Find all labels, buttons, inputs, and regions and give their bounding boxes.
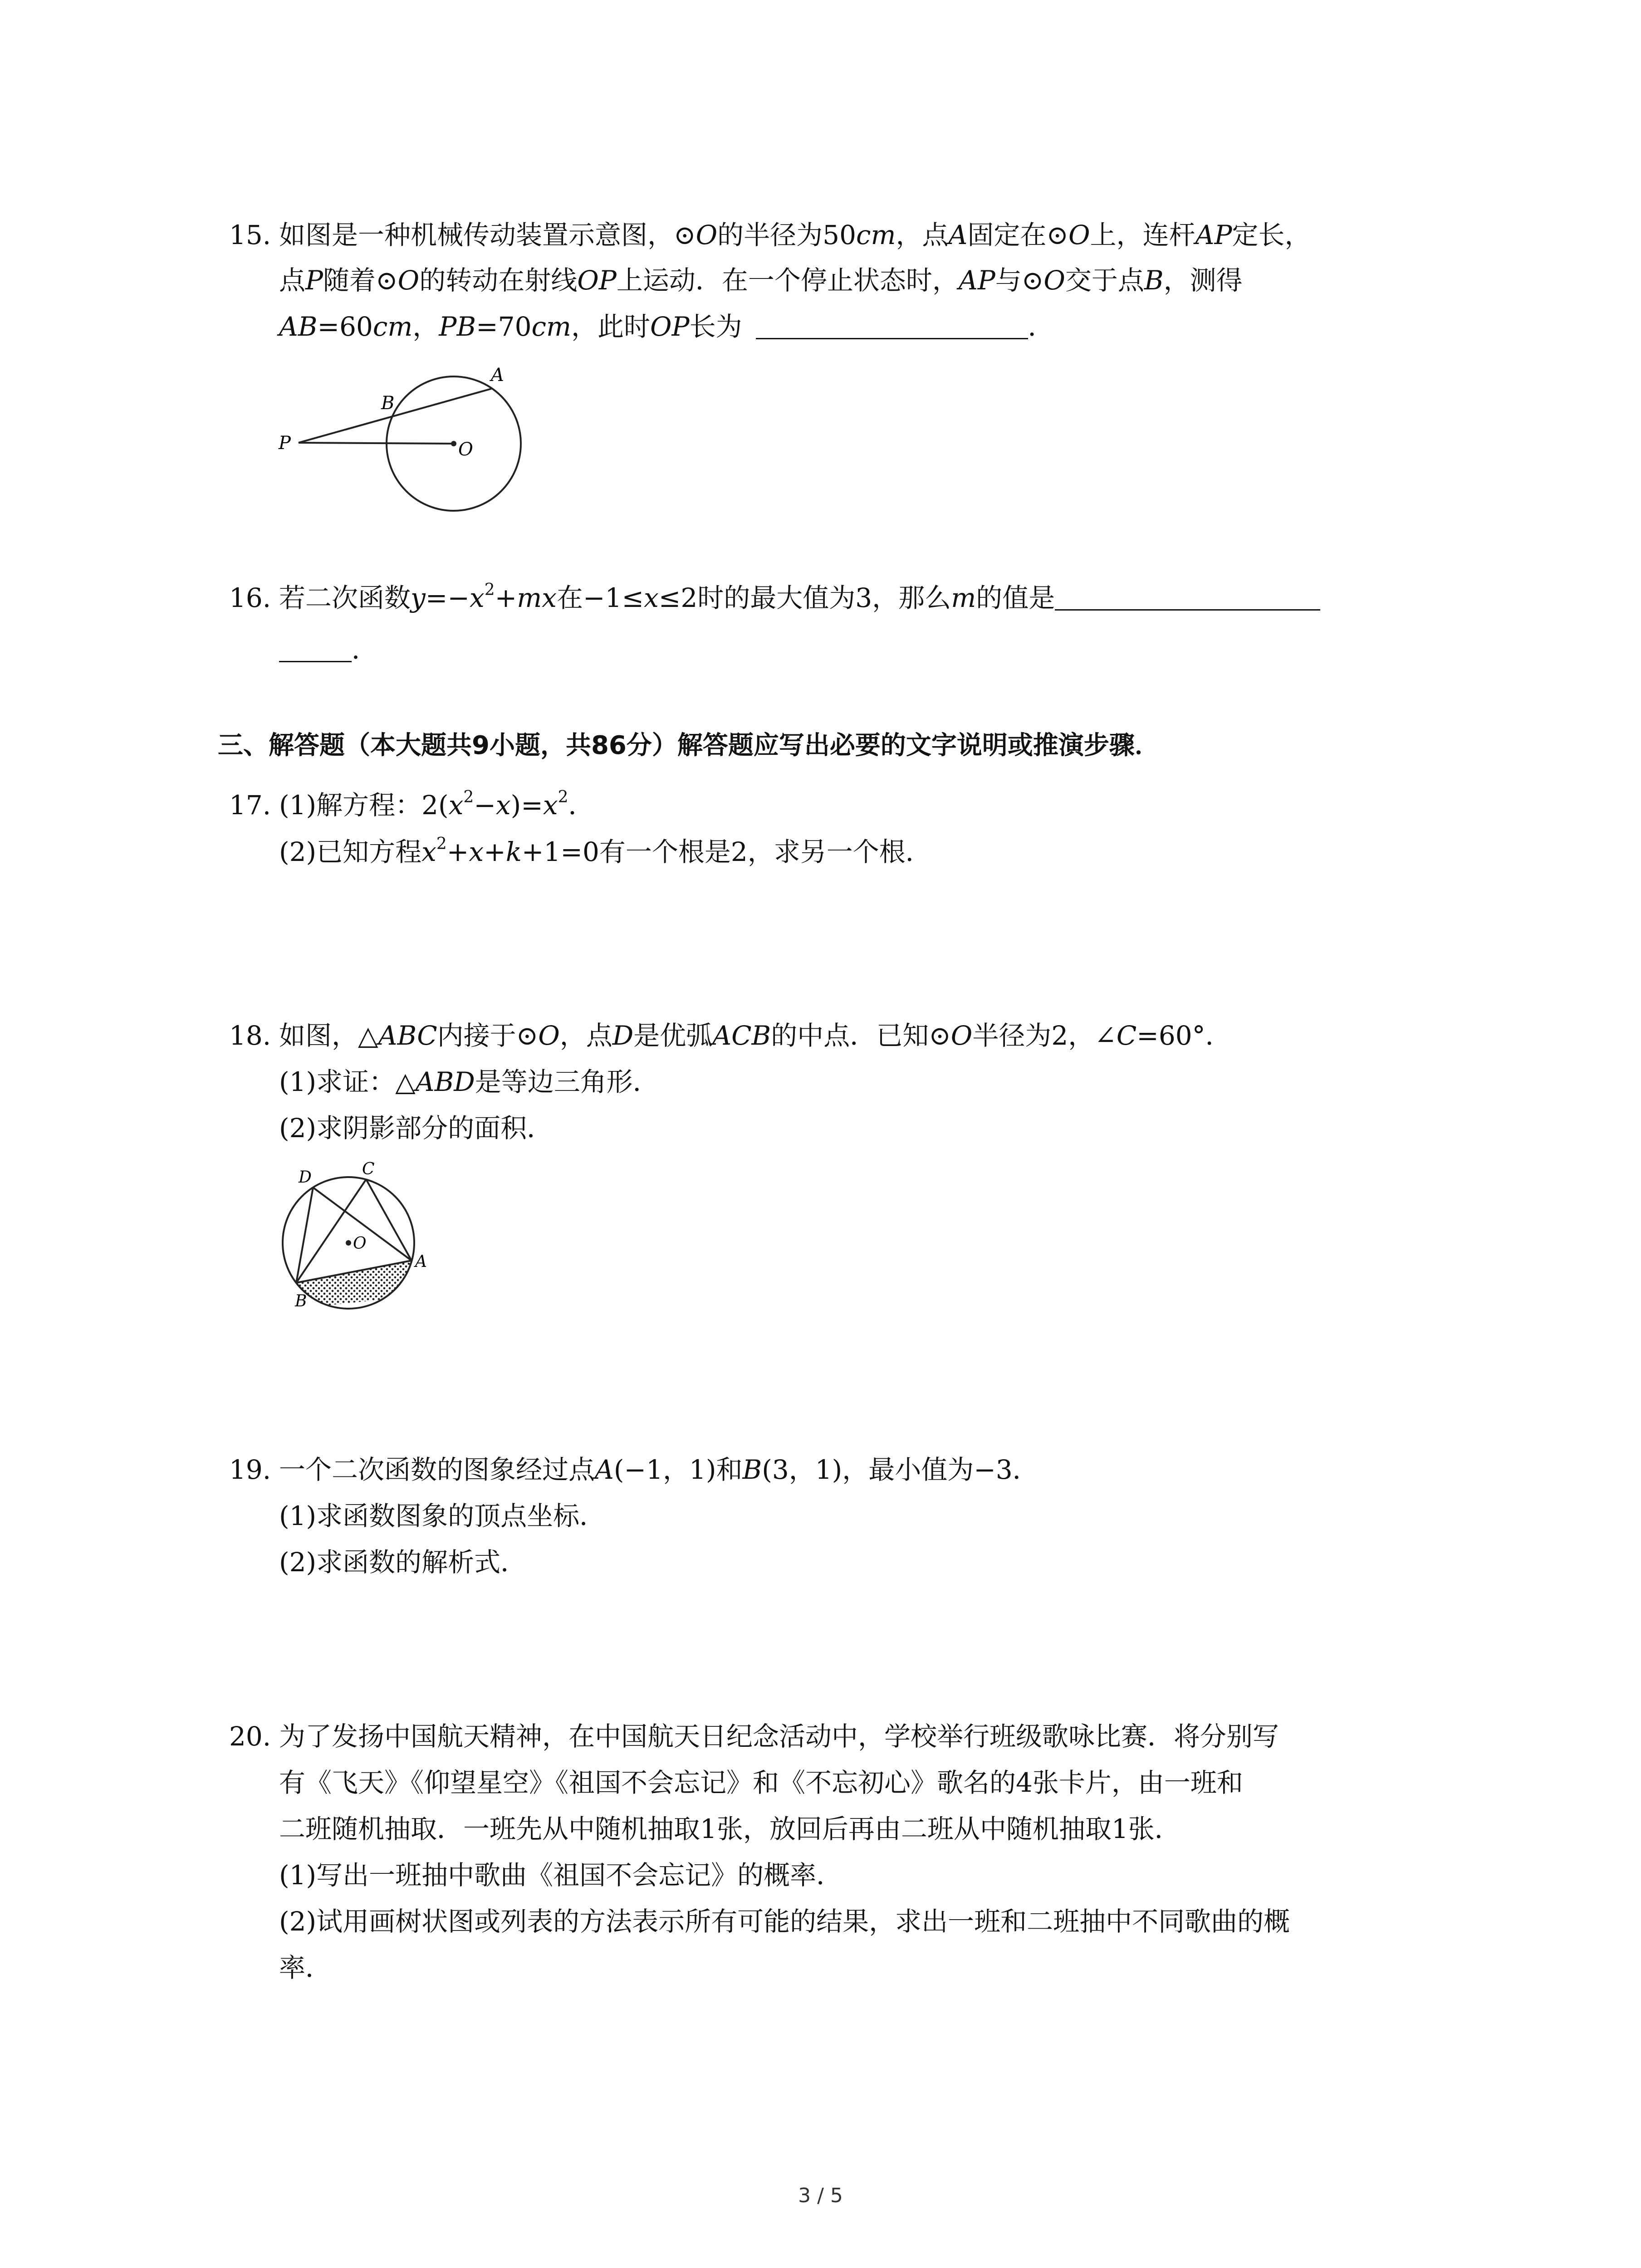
q17-part2: (2)已知方程$x^2+x+k+1=0$有一个根是2，求另一个根． bbox=[279, 835, 932, 867]
q15-segment-po bbox=[299, 443, 454, 444]
q18-label-b: B bbox=[295, 1292, 307, 1310]
q18-figure bbox=[277, 1159, 440, 1322]
page-number: 3 / 5 bbox=[798, 2184, 843, 2207]
q20-line3: 二班随机抽取．一班先从中随机抽取1张，放回后再由二班从中随机抽取1张． bbox=[279, 1813, 1181, 1844]
q18-center-dot bbox=[346, 1240, 351, 1246]
q16-answer-blank-b bbox=[279, 638, 352, 662]
q18-label-o: O bbox=[353, 1234, 367, 1253]
q15-segment-pa bbox=[299, 389, 491, 443]
q17-number: 17. bbox=[229, 790, 271, 821]
q18-part2: (2)求阴影部分的面积． bbox=[279, 1113, 554, 1144]
q19-number: 19. bbox=[229, 1454, 271, 1485]
q20-part2-line1: (2)试用画树状图或列表的方法表示所有可能的结果，求出一班和二班抽中不同歌曲的概 bbox=[279, 1906, 1290, 1937]
q15-number: 15. bbox=[229, 220, 271, 250]
q15-figure bbox=[272, 358, 544, 513]
q18-shaded-segment bbox=[295, 1261, 426, 1309]
q19-part1: (1)求函数图象的顶点坐标． bbox=[279, 1501, 606, 1531]
q18-label-d: D bbox=[299, 1168, 312, 1187]
q18-segment-db bbox=[296, 1188, 313, 1283]
q15-label-o: O bbox=[458, 439, 473, 460]
q18-label-c: C bbox=[362, 1160, 375, 1178]
q15-answer-blank bbox=[756, 315, 1028, 339]
q15-line2: 点P随着⊙O的转动在射线OP上运动．在一个停止状态时，AP与⊙O交于点B，测得 bbox=[279, 265, 1243, 296]
q15-label-p: P bbox=[279, 433, 291, 454]
q15-label-a: A bbox=[491, 365, 504, 386]
q20-part1: (1)写出一班抽中歌曲《祖国不会忘记》的概率． bbox=[279, 1860, 843, 1891]
q16-answer-blank-a bbox=[1055, 587, 1320, 611]
q16-line2: ． bbox=[279, 631, 378, 668]
q18-segment-cb bbox=[296, 1179, 366, 1283]
q20-line1: 20. 为了发扬中国航天精神，在中国航天日纪念活动中，学校举行班级歌咏比赛．将分别写 bbox=[229, 1718, 1279, 1755]
q18-label-a: A bbox=[415, 1252, 427, 1271]
q16-number: 16. bbox=[229, 582, 271, 613]
q18-part1: (1)求证：△ABD是等边三角形． bbox=[279, 1066, 659, 1097]
q15-line3: AB=60cm，PB=70cm，此时OP长为 ． bbox=[279, 311, 1054, 342]
q16-line1: 16. 若二次函数$y=-x^2+mx$在−1≤x≤2时的最大值为3，那么m的值是 bbox=[229, 580, 1320, 616]
q17-part1: 17. (1)解方程：$2(x^2-x)=x^2$． bbox=[229, 787, 595, 823]
q20-line2: 有《飞天》《仰望星空》《祖国不会忘记》和《不忘初心》歌名的4张卡片，由一班和 bbox=[279, 1767, 1243, 1798]
q19-part2: (2)求函数的解析式． bbox=[279, 1547, 527, 1578]
q15-center-dot bbox=[451, 441, 456, 446]
q18-number: 18. bbox=[229, 1020, 271, 1051]
q20-number: 20. bbox=[229, 1721, 271, 1752]
q18-line1: 18. 如图，△ABC内接于⊙O，点D是优弧ACB的中点．已知⊙O半径为2，∠C=60°． bbox=[229, 1017, 1232, 1054]
q15-line1: 15. 如图是一种机械传动装置示意图，⊙O的半径为50cm，点A固定在⊙O上，连杆AP定长， bbox=[229, 217, 1311, 253]
section-3-heading: 三、解答题（本大题共9小题，共86分）解答题应写出必要的文字说明或推演步骤． bbox=[218, 731, 1160, 760]
q20-part2-line2: 率． bbox=[279, 1952, 332, 1983]
q15-label-b: B bbox=[381, 393, 395, 414]
q19-line1: 19. 一个二次函数的图象经过点A(−1，1)和B(3，1)，最小值为−3． bbox=[229, 1452, 1039, 1488]
